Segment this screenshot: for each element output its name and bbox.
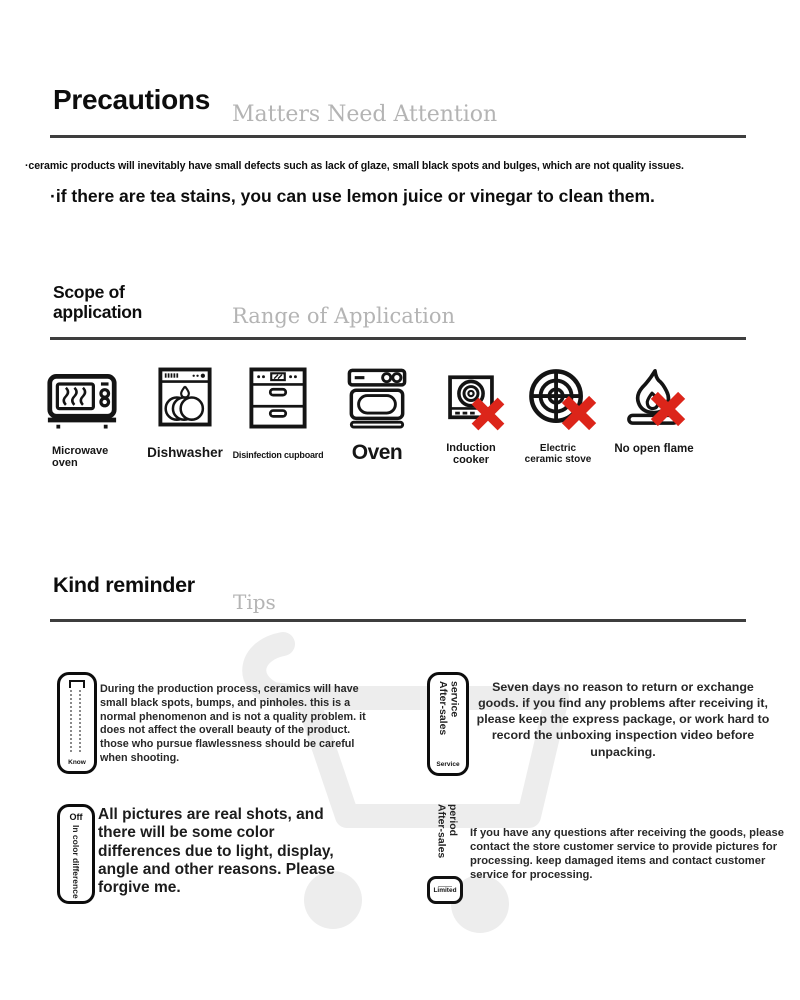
induction-cooker-icon xyxy=(446,374,496,428)
badge-bottom-box xyxy=(427,876,463,904)
badge-vertical-label: After-sales period xyxy=(435,804,460,859)
precautions-subtitle: Matters Need Attention xyxy=(232,102,498,127)
appliance-label: Electric ceramic stove xyxy=(524,443,592,465)
badge-vertical-label: After-sales service xyxy=(437,681,461,736)
tip-badge-know xyxy=(57,672,97,774)
precaution-note-small: ·ceramic products will inevitably have small defects such as lack of glaze, small black spots and bulges, which are not quality issues. xyxy=(25,160,684,172)
badge-bottom-label: Service xyxy=(436,761,460,768)
badge-bottom-label: Know xyxy=(68,759,86,766)
prohibited-x-icon xyxy=(558,392,600,434)
dishwasher-icon xyxy=(157,366,213,428)
tip-badge-color-difference xyxy=(57,804,95,904)
divider xyxy=(50,135,746,138)
appliance-label: Microwave oven xyxy=(52,445,109,470)
appliance-label: Disinfection cupboard xyxy=(232,450,324,460)
badge-vertical-label: In color difference xyxy=(71,825,82,899)
precautions-title: Precautions xyxy=(53,84,210,115)
badge-top-label: Off xyxy=(69,812,83,822)
scope-subtitle: Range of Application xyxy=(232,304,456,328)
tip-text: All pictures are real shots, and there will be some color differences due to light, display, angle and other reasons. Please forgive me. xyxy=(98,806,335,897)
scope-title xyxy=(53,283,142,322)
appliance-item xyxy=(438,374,504,466)
appliance-item xyxy=(341,367,413,464)
tip-text: During the production process, ceramics will have small black spots, bumps, and pinholes. this is a normal phenomenon and is not a quality problem. it does not affect the overall beauty of the product. those who pursue flawlessness should be careful when shooting. xyxy=(100,683,366,765)
precaution-note-large: ·if there are tea stains, you can use lemon juice or vinegar to clean them. xyxy=(50,186,655,206)
appliance-item xyxy=(146,366,224,461)
appliance-label: Dishwasher xyxy=(147,445,223,460)
appliance-item xyxy=(520,368,596,465)
prohibited-x-icon xyxy=(468,394,508,434)
tip-text: If you have any questions after receiving the goods, please contact the store customer service to provide pictures for processing. keep damaged items and contact customer service for processing. xyxy=(470,827,784,882)
appliance-label: Induction cooker xyxy=(446,442,496,467)
tip-badge-after-sales-service xyxy=(427,672,469,776)
prohibited-x-icon xyxy=(647,388,689,430)
badge-bottom-label: Limited xyxy=(433,887,457,894)
tip-text: Seven days no reason to return or exchange goods. if you find any problems after receiving it, please keep the express package, or work hard to record the unboxing inspection video before unpacking. xyxy=(476,680,770,759)
oven-icon xyxy=(346,367,408,429)
appliance-item xyxy=(608,368,700,456)
badge-scribble xyxy=(68,688,86,759)
electric-ceramic-stove-icon xyxy=(528,368,588,428)
no-open-flame-icon xyxy=(623,368,685,426)
reminder-title: Kind reminder xyxy=(53,573,195,597)
appliance-label: Oven xyxy=(351,441,403,464)
disinfection-cupboard-icon xyxy=(248,366,308,430)
appliance-item xyxy=(46,372,124,469)
appliance-item xyxy=(228,366,328,461)
microwave-oven-icon xyxy=(46,372,118,432)
badge-glyph xyxy=(69,680,85,688)
tip-badge-after-sales-period xyxy=(427,804,471,908)
appliance-label: No open flame xyxy=(614,443,694,455)
reminder-subtitle: Tips xyxy=(233,590,276,614)
scope-title-line1: Scope of xyxy=(53,282,125,302)
divider xyxy=(50,337,746,340)
scope-title-line2: application xyxy=(53,301,143,322)
divider xyxy=(50,619,746,622)
